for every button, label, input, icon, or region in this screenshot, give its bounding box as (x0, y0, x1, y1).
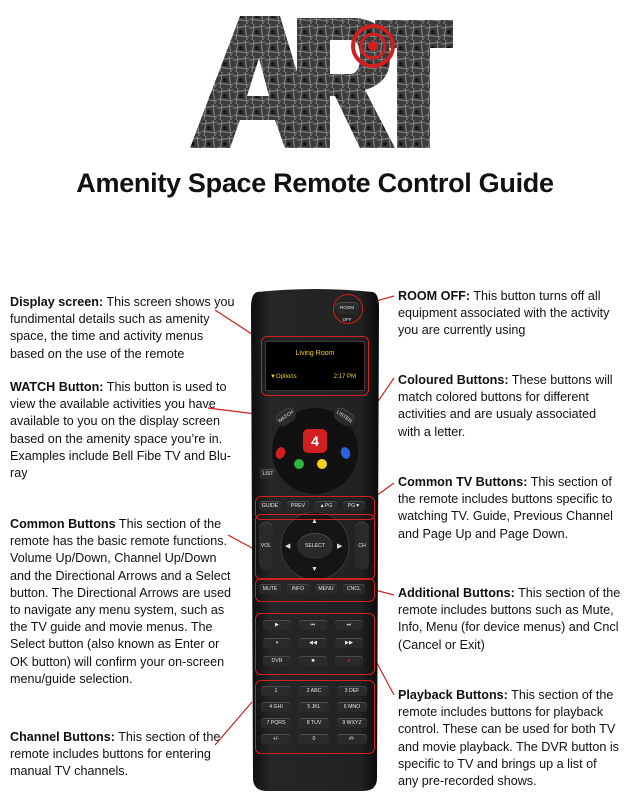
key-hash[interactable]: #/- (337, 734, 367, 744)
record-button[interactable]: ● (335, 656, 363, 666)
key-5[interactable]: 5 JKL (299, 702, 329, 712)
callout-heading: Additional Buttons: (398, 586, 515, 600)
screen-room-name: Living Room (295, 350, 335, 357)
callout-body: This section of the remote includes buttons for entering manual TV channels. (10, 730, 221, 779)
callout-heading: ROOM OFF: (398, 289, 471, 303)
watch-button[interactable]: WATCH (273, 405, 299, 429)
callout-body: This section of the remote includes buttons specific to watching TV. Guide, Previous Channel and Page Up and Page Down. (398, 475, 613, 541)
callout-heading: WATCH Button: (10, 380, 104, 394)
key-9[interactable]: 9 WXYZ (337, 718, 367, 728)
key-8[interactable]: 8 TUV (299, 718, 329, 728)
callout-heading: Common TV Buttons: (398, 475, 528, 489)
callout-heading: Coloured Buttons: (398, 373, 509, 387)
green-button[interactable] (294, 459, 304, 469)
list-button[interactable]: LIST (260, 469, 276, 479)
key-plus-minus[interactable]: +/- (261, 734, 291, 744)
activity-logo-button[interactable]: 4 (303, 429, 327, 453)
prev-button[interactable]: PREV (287, 501, 309, 511)
callout-coloured-buttons (398, 372, 620, 441)
rewind-button[interactable]: ◀◀ (299, 638, 327, 648)
callout-body: These buttons will match colored buttons for different activities and are usualy associated with a letter. (398, 373, 613, 439)
down-arrow-icon[interactable]: ▼ (311, 566, 318, 573)
skip-forward-button[interactable]: ⏭ (335, 620, 363, 630)
left-arrow-icon[interactable]: ◀ (285, 543, 291, 550)
menu-button[interactable]: MENU (315, 584, 337, 594)
key-0[interactable]: 0 (299, 734, 329, 744)
callout-playback-buttons (398, 687, 620, 790)
callout-additional-buttons (398, 585, 624, 654)
channel-rocker[interactable] (355, 522, 369, 570)
cancel-button[interactable]: CNCL (343, 584, 365, 594)
dvr-button[interactable]: DVR (263, 656, 291, 666)
callout-common-tv-buttons (398, 474, 620, 543)
listen-button[interactable]: LISTEN (331, 405, 357, 429)
stop-button[interactable]: ■ (299, 656, 327, 666)
key-6[interactable]: 6 MNO (337, 702, 367, 712)
callout-body: This section of the remote includes buttons for playback control. These can be used for both TV and movie playback. The DVR button is specific to TV and brings up a list of any pre-recorded shows. (398, 688, 619, 789)
callout-heading: Channel Buttons: (10, 730, 115, 744)
callout-body: This button turns off all equipment associated with the activity you are currently using (398, 289, 610, 338)
page-down-button[interactable]: PG▼ (343, 501, 365, 511)
screen-time: 2:17 PM (333, 374, 356, 380)
callout-common-buttons (10, 516, 238, 688)
up-arrow-icon[interactable]: ▲ (311, 518, 318, 525)
callout-heading: Display screen: (10, 295, 104, 309)
fast-forward-button[interactable]: ▶▶ (335, 638, 363, 648)
page-title: Amenity Space Remote Control Guide (76, 168, 554, 198)
page-up-button[interactable]: ▲PG (315, 501, 337, 511)
callout-watch-button (10, 379, 235, 482)
key-3[interactable]: 3 DEF (337, 686, 367, 696)
key-1[interactable]: 1 (261, 686, 291, 696)
callout-body: This section of the remote includes buttons such as Mute, Info, Menu (for device menus) and Cncl (Cancel or Exit) (398, 586, 621, 652)
skip-back-button[interactable]: ⏮ (299, 620, 327, 630)
mute-button[interactable]: MUTE (259, 584, 281, 594)
pause-button[interactable]: ⏸ (263, 638, 291, 648)
volume-label: VOL (260, 543, 272, 549)
key-7[interactable]: 7 PQRS (261, 718, 291, 728)
callout-display-screen (10, 294, 238, 363)
callout-body: This screen shows you fundimental details such as amenity space, the time and activity menus based on the use of the remote (10, 295, 235, 361)
logo-text: ART (185, 8, 187, 9)
art-logo (185, 8, 455, 153)
info-button[interactable]: INFO (287, 584, 309, 594)
room-off-button[interactable]: ROOM OFF (335, 302, 359, 314)
select-button[interactable]: SELECT (297, 533, 333, 559)
key-2[interactable]: 2 ABC (299, 686, 329, 696)
callout-heading: Playback Buttons: (398, 688, 508, 702)
callout-body: This button is used to view the available activities you have available to you on the display screen based on the amenity space you’re in. Examples include Bell Fibe TV and Blu-ray (10, 380, 231, 481)
callout-heading: Common Buttons (10, 517, 116, 531)
channel-label: CH (358, 543, 366, 549)
screen-options: ▼Options (270, 374, 297, 380)
play-button[interactable]: ▶ (263, 620, 291, 630)
display-screen (265, 341, 365, 391)
yellow-button[interactable] (317, 459, 327, 469)
guide-button[interactable]: GUIDE (259, 501, 281, 511)
volume-rocker[interactable] (259, 522, 273, 570)
key-4[interactable]: 4 GHI (261, 702, 291, 712)
callout-body: This section of the remote has the basic remote functions. Volume Up/Down, Channel Up/Down and the Directional Arrows and a Select button. The Directional Arrows are used to navigate any menu system, such as the TV guide and movie menus. The Select button (also known as Enter or OK button) will confirm your on-screen menu/guide selection. (10, 517, 231, 686)
remote-control (249, 288, 381, 793)
callout-room-off (398, 288, 620, 340)
callout-channel-buttons (10, 729, 235, 781)
right-arrow-icon[interactable]: ▶ (337, 543, 343, 550)
